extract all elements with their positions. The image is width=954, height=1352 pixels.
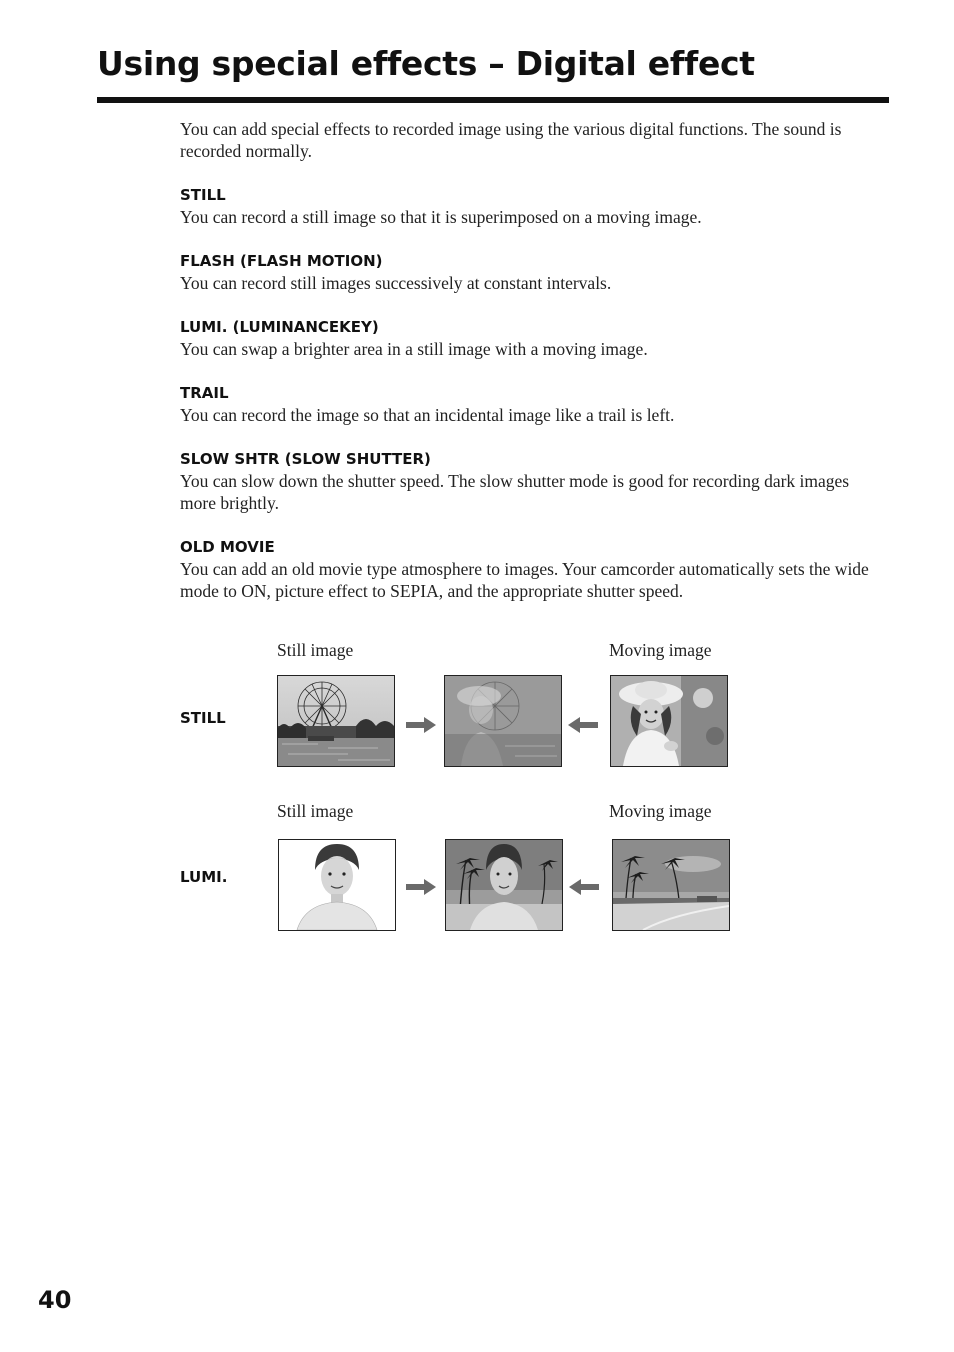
section-body: You can record still images successively at constant intervals.: [180, 273, 612, 293]
section-heading: OLD MOVIE: [180, 538, 275, 556]
section-lumi: [180, 316, 880, 360]
title-rule: [97, 97, 889, 103]
portrait-on-beach-photo: [445, 839, 563, 931]
section-body: You can slow down the shutter speed. The slow shutter mode is good for recording dark images more brightly.: [180, 471, 850, 513]
section-trail: [180, 382, 880, 426]
row-label-still: STILL: [180, 709, 226, 727]
section-heading: STILL: [180, 186, 226, 204]
arrow-left-icon: [569, 879, 599, 895]
section-heading: LUMI. (LUMINANCEKEY): [180, 318, 379, 336]
row-label-lumi: LUMI.: [180, 868, 228, 886]
arrow-right-icon: [406, 717, 436, 733]
section-heading: SLOW SHTR (SLOW SHUTTER): [180, 450, 431, 468]
superimposed-photo: [444, 675, 562, 767]
page-title: Using special effects – Digital effect: [97, 44, 755, 83]
section-body: You can add an old movie type atmosphere to images. Your camcorder automatically sets the wide mode to ON, picture effect to SEPIA, and the appropriate shutter speed.: [180, 559, 869, 601]
arrow-right-icon: [406, 879, 436, 895]
ferris-wheel-photo: [277, 675, 395, 767]
intro-text: You can add special effects to recorded image using the various digital functions. The sound is recorded normally.: [180, 119, 842, 161]
section-heading: TRAIL: [180, 384, 229, 402]
palm-beach-photo: [612, 839, 730, 931]
section-old-movie: [180, 536, 880, 602]
page-number: 40: [38, 1286, 72, 1314]
still-image-label: Still image: [277, 640, 354, 660]
section-body: You can swap a brighter area in a still image with a moving image.: [180, 339, 648, 359]
section-heading: FLASH (FLASH MOTION): [180, 252, 383, 270]
content: [180, 118, 880, 624]
section-body: You can record the image so that an incidental image like a trail is left.: [180, 405, 675, 425]
section-still: [180, 184, 880, 228]
section-slow-shutter: [180, 448, 880, 514]
moving-image-label: Moving image: [609, 640, 712, 660]
still-image-label: Still image: [277, 801, 354, 821]
girl-in-hat-photo: [610, 675, 728, 767]
section-body: You can record a still image so that it is superimposed on a moving image.: [180, 207, 702, 227]
section-flash: [180, 250, 880, 294]
moving-image-label: Moving image: [609, 801, 712, 821]
arrow-left-icon: [568, 717, 598, 733]
woman-portrait-photo: [278, 839, 396, 931]
